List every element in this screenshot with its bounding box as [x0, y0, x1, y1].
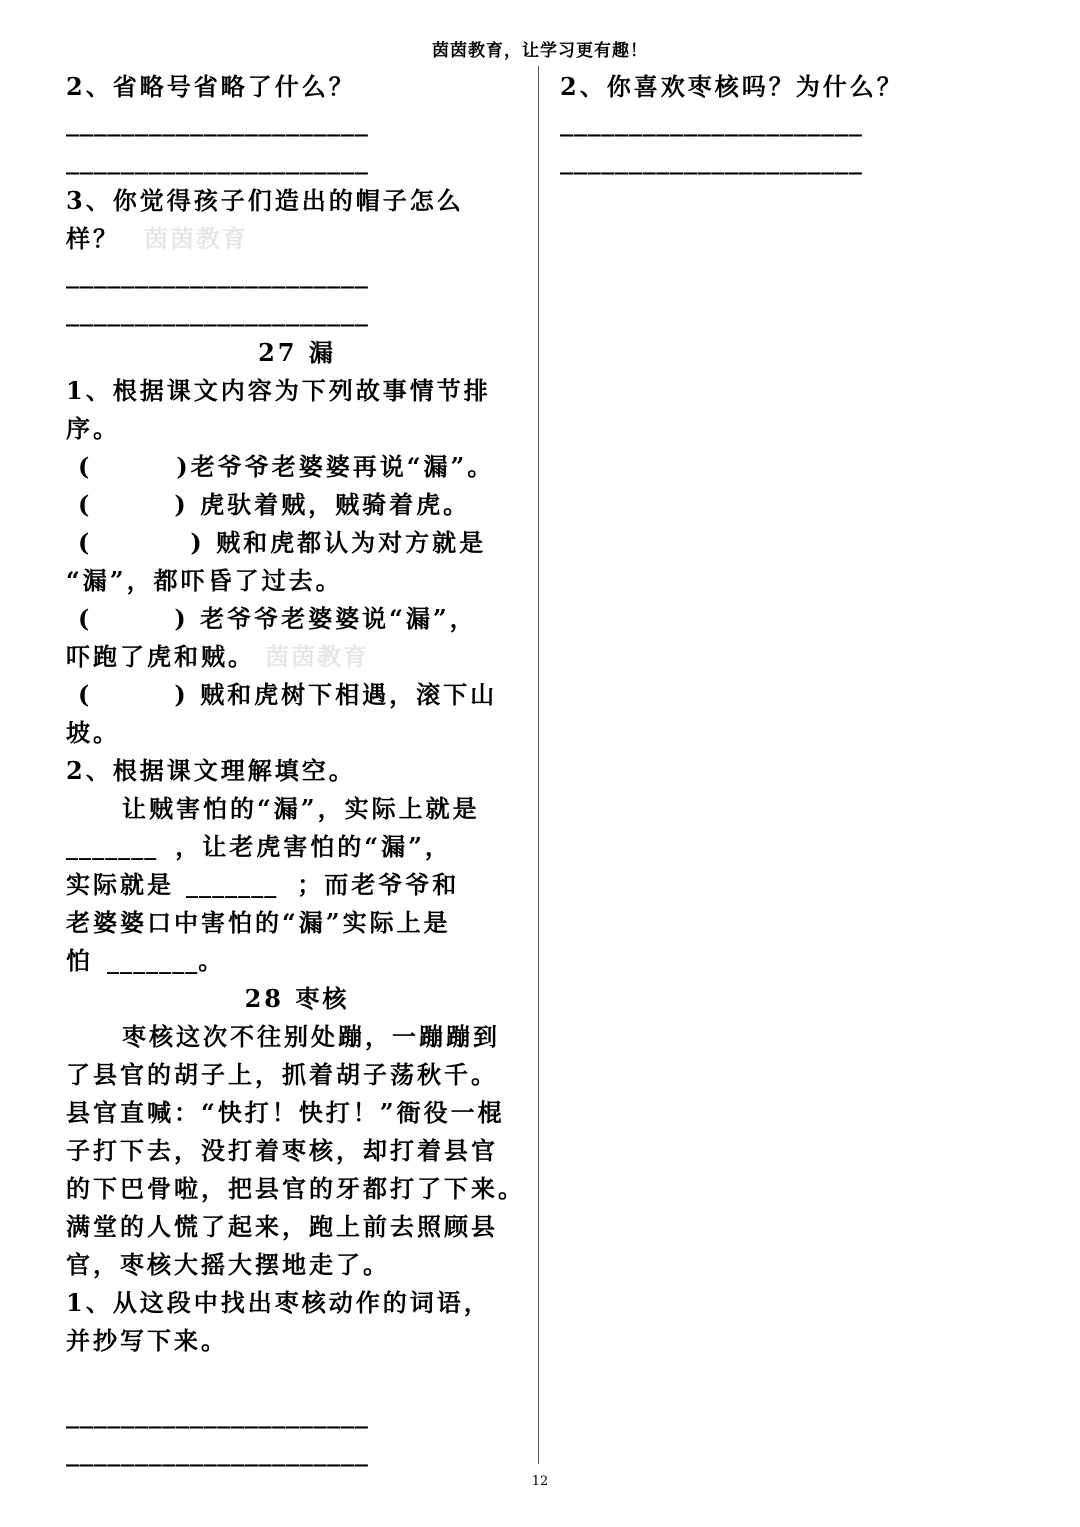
fill-line-5	[66, 942, 528, 980]
order-item	[66, 448, 528, 486]
order-paren: (	[78, 452, 93, 481]
question-hats: 3、你觉得孩子们造出的帽子怎么	[66, 186, 464, 215]
passage-line: 子打下去，没打着枣核，却打着县官	[66, 1136, 498, 1165]
s28-question-1: 1、从这段中找出枣核动作的词语，	[66, 1288, 491, 1317]
passage-line: 官，枣核大摇大摆地走了。	[66, 1250, 390, 1279]
fill-line-3	[66, 866, 528, 904]
answer-line: ______________________	[66, 302, 369, 327]
question-hats-cont	[66, 220, 528, 258]
s27-question-1: 1、根据课文内容为下列故事情节排	[66, 376, 491, 405]
s27-question-2: 2、根据课文理解填空。	[66, 756, 356, 785]
order-paren: (	[78, 528, 93, 557]
fill-text: 实际就是	[66, 870, 174, 899]
order-text: )老爷爷老婆婆再说“漏”。	[176, 452, 495, 481]
answer-line: ______________________	[66, 1442, 369, 1467]
passage-line: 县官直喊：“快打！快打！”衙役一棍	[66, 1098, 505, 1127]
order-item	[66, 600, 528, 638]
fill-text: ；而老爷爷和	[297, 870, 460, 899]
passage-line: 的下巴骨啦，把县官的牙都打了下来。	[66, 1174, 525, 1203]
fill-blank: _______	[107, 950, 199, 974]
watermark: 茵茵教育	[144, 224, 248, 253]
order-item	[66, 524, 528, 562]
fill-line-2	[66, 828, 528, 866]
spacer	[66, 1360, 528, 1398]
fill-text: ，让老虎害怕的“漏”，	[175, 832, 452, 861]
page-header: 茵茵教育，让学习更有趣！	[432, 41, 648, 61]
order-paren: (	[78, 680, 93, 709]
passage-line: 满堂的人慌了起来，跑上前去照顾县	[66, 1212, 498, 1241]
fill-blank: _______	[66, 836, 158, 860]
answer-line: ______________________	[66, 264, 369, 289]
order-paren: (	[78, 490, 93, 519]
order-item-cont	[66, 638, 528, 676]
question-like-zaohe: 2、你喜欢枣核吗？为什么？	[560, 72, 904, 101]
s28-question-1-cont: 并抄写下来。	[66, 1326, 228, 1355]
watermark: 茵茵教育	[265, 642, 369, 671]
question-hats-end: 样？	[66, 224, 120, 253]
passage-line: 了县官的胡子上，抓着胡子荡秋千。	[66, 1060, 498, 1089]
answer-line: ______________________	[560, 150, 863, 175]
fill-line-1: 让贼害怕的“漏”，实际上就是	[122, 794, 480, 823]
page-number: 12	[531, 1474, 549, 1489]
answer-line: ______________________	[66, 1404, 369, 1429]
order-text: ) 老爷爷老婆婆说“漏”，	[174, 604, 477, 633]
question-ellipsis: 2、省略号省略了什么？	[66, 72, 356, 101]
section-27-title: 27 漏	[258, 338, 336, 367]
order-text-cont: 吓跑了虎和贼。	[66, 642, 255, 671]
passage-line: 枣核这次不往别处蹦，一蹦蹦到	[122, 1022, 500, 1051]
order-text: ) 虎驮着贼，贼骑着虎。	[174, 490, 471, 519]
answer-line: ______________________	[66, 150, 369, 175]
answer-line: ______________________	[66, 112, 369, 137]
order-text: ) 贼和虎树下相遇，滚下山	[174, 680, 498, 709]
fill-text: 怕	[66, 946, 93, 975]
fill-blank: _______	[186, 874, 278, 898]
left-column	[66, 68, 528, 1474]
order-text: ) 贼和虎都认为对方就是	[190, 528, 487, 557]
section-28-title: 28 枣核	[244, 984, 350, 1013]
right-column	[560, 68, 1000, 182]
order-paren: (	[78, 604, 93, 633]
column-divider	[538, 66, 539, 1464]
order-item-cont: 坡。	[66, 718, 120, 747]
order-item	[66, 676, 528, 714]
s27-question-1-cont: 序。	[66, 414, 120, 443]
fill-text: 。	[198, 946, 226, 975]
fill-line-4: 老婆婆口中害怕的“漏”实际上是	[66, 908, 451, 937]
order-item-cont: “漏”，都吓昏了过去。	[66, 566, 343, 595]
order-item	[66, 486, 528, 524]
answer-line: ______________________	[560, 112, 863, 137]
